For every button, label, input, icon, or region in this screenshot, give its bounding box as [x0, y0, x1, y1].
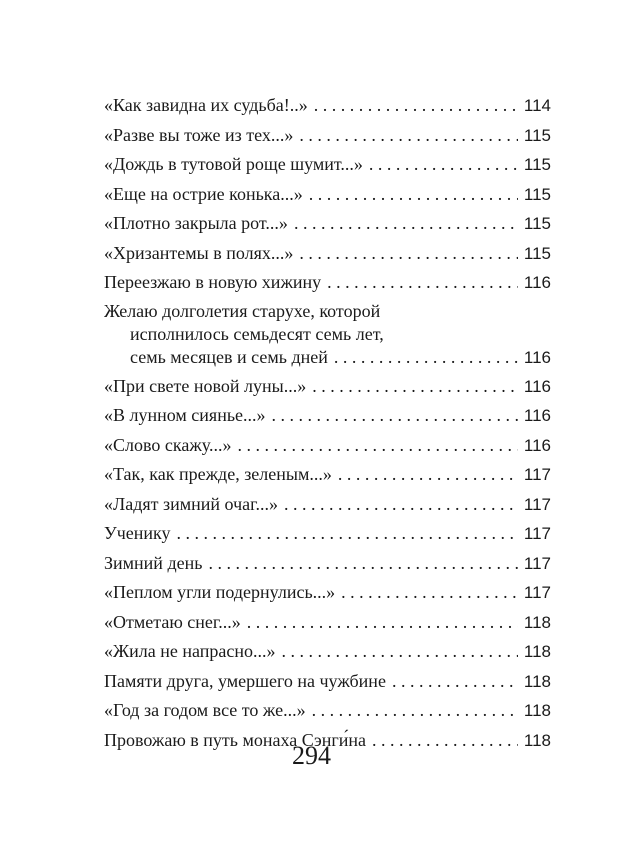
toc-entry	[104, 460, 551, 490]
toc-entry-title: «Жила не напрасно...»	[104, 641, 276, 661]
toc-entry-title: Переезжаю в новую хижину	[104, 272, 322, 292]
dot-leader	[177, 519, 518, 548]
dot-leader	[299, 121, 518, 150]
toc-entry-page: 116	[523, 376, 551, 396]
toc-entry	[104, 519, 551, 549]
dot-leader	[247, 608, 518, 637]
toc-entry-title: «Слово скажу...»	[104, 434, 232, 455]
toc-entry-title: «Плотно закрыла рот...»	[104, 213, 288, 233]
toc-entry	[104, 637, 551, 667]
toc-entry	[104, 372, 551, 402]
toc-entry	[104, 549, 551, 579]
toc-entry-title: «Ладят зимний очаг...»	[104, 493, 278, 514]
toc-entry-page: 118	[523, 642, 551, 661]
toc-entry	[104, 608, 551, 638]
toc-entry	[104, 180, 551, 210]
toc-entry-title: Памяти друга, умершего на чужбине	[104, 670, 386, 691]
toc-entry	[104, 431, 551, 461]
toc-entry-page: 116	[523, 347, 551, 367]
toc-entry	[104, 667, 551, 697]
toc-entry	[104, 121, 551, 151]
dot-leader	[299, 239, 518, 268]
dot-leader	[284, 490, 518, 519]
dot-leader	[309, 180, 518, 209]
dot-leader	[334, 346, 518, 369]
dot-leader	[281, 637, 517, 666]
toc-entry-page: 117	[523, 524, 551, 543]
toc-entry	[104, 578, 551, 608]
dot-leader	[327, 268, 518, 297]
toc-entry-page: 116	[523, 406, 551, 425]
dot-leader	[369, 150, 518, 179]
toc-entry	[104, 150, 551, 180]
toc-entry-title: «Еще на острие конька...»	[104, 183, 303, 204]
dot-leader	[341, 578, 518, 607]
dot-leader	[312, 372, 518, 401]
toc-entry-page: 118	[523, 730, 551, 750]
toc-entry-page: 117	[523, 465, 551, 484]
toc-entry-title: Провожаю в путь монаха Сэнги́на	[104, 729, 366, 750]
toc-entry-title-line: Желаю долголетия старухе, которой	[104, 300, 381, 321]
toc-entry-title: Ученику	[104, 523, 171, 543]
toc-entry-title: «Пеплом угли подернулись...»	[104, 582, 336, 602]
dot-leader	[392, 667, 518, 696]
toc-entry	[104, 209, 551, 239]
toc-entry	[104, 401, 551, 431]
toc-entry	[104, 91, 551, 121]
toc-entry-page: 116	[523, 273, 551, 292]
dot-leader	[338, 460, 518, 489]
dot-leader	[312, 696, 518, 725]
toc-entry-page: 118	[523, 612, 551, 632]
toc-entry-title: «В лунном сиянье...»	[104, 405, 266, 425]
toc-entry-page: 116	[523, 435, 551, 455]
toc-entry-page: 117	[523, 494, 551, 514]
toc-entry-title: «Разве вы тоже из тех...»	[104, 124, 294, 145]
toc-entry-page: 114	[523, 96, 551, 115]
dot-leader	[208, 549, 517, 578]
toc-entry-title: Зимний день	[104, 552, 203, 573]
toc-entry	[104, 268, 551, 298]
toc-entry-page: 117	[523, 553, 551, 573]
toc-entry-multiline	[104, 298, 551, 372]
toc-entry-title-line: семь месяцев и семь дней	[130, 346, 328, 367]
toc-entry-title: «Дождь в тутовой роще шумит...»	[104, 154, 363, 174]
toc-entry-title-line: исполнилось семьдесят семь лет,	[130, 323, 384, 344]
toc-entry-page: 115	[523, 184, 551, 204]
dot-leader	[314, 91, 518, 120]
toc-entry-page: 118	[523, 701, 551, 720]
toc-entry	[104, 239, 551, 269]
toc-entry	[104, 490, 551, 520]
page-number: 294	[292, 741, 331, 770]
toc-entry-page: 115	[523, 214, 551, 233]
table-of-contents	[104, 91, 551, 755]
toc-entry-page: 117	[523, 583, 551, 602]
toc-entry-title: «Год за годом все то же...»	[104, 700, 306, 720]
toc-entry-title: «Так, как прежде, зеленым...»	[104, 464, 332, 484]
toc-entry	[104, 696, 551, 726]
toc-entry-title: «Как завидна их судьба!..»	[104, 95, 308, 115]
toc-entry-page: 115	[523, 125, 551, 145]
dot-leader	[294, 209, 518, 238]
toc-entry-title: «Отметаю снег...»	[104, 611, 241, 632]
toc-entry-page: 118	[523, 671, 551, 691]
toc-entry-title: «Хризантемы в полях...»	[104, 242, 294, 263]
dot-leader	[237, 431, 517, 460]
toc-entry-title: «При свете новой луны...»	[104, 375, 307, 396]
dot-leader	[272, 401, 518, 430]
toc-entry-page: 115	[523, 155, 551, 174]
toc-entry-page: 115	[523, 243, 551, 263]
